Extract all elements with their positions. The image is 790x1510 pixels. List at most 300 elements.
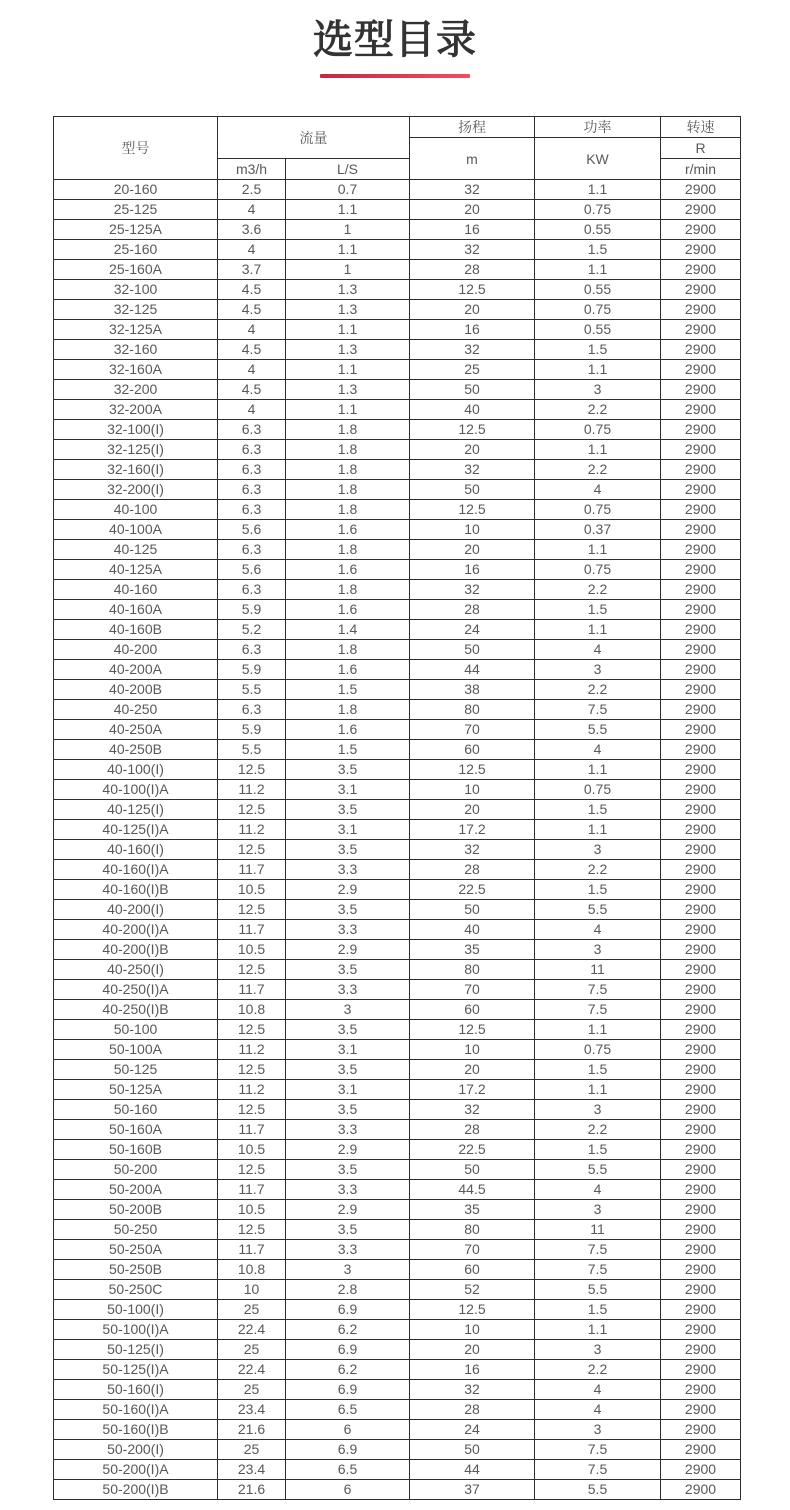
cell-flow-m3h: 10.8 — [218, 1000, 286, 1020]
cell-flow-ls: 1.6 — [286, 520, 410, 540]
cell-head-m: 22.5 — [410, 880, 535, 900]
cell-model: 40-100(I)A — [54, 780, 218, 800]
table-row — [54, 520, 741, 540]
cell-head-m: 35 — [410, 1200, 535, 1220]
cell-head-m: 12.5 — [410, 500, 535, 520]
table-row — [54, 760, 741, 780]
cell-power-kw: 11 — [535, 1220, 661, 1240]
title-underline — [320, 74, 470, 78]
cell-power-kw: 1.5 — [535, 1060, 661, 1080]
cell-power-kw: 1.5 — [535, 1140, 661, 1160]
cell-model: 50-200(I)B — [54, 1480, 218, 1500]
cell-flow-m3h: 21.6 — [218, 1480, 286, 1500]
cell-power-kw: 0.75 — [535, 560, 661, 580]
cell-flow-m3h: 6.3 — [218, 500, 286, 520]
cell-power-kw: 3 — [535, 380, 661, 400]
cell-speed-rpm: 2900 — [661, 640, 741, 660]
cell-flow-ls: 6 — [286, 1420, 410, 1440]
cell-power-kw: 3 — [535, 1340, 661, 1360]
cell-flow-ls: 6.9 — [286, 1340, 410, 1360]
cell-flow-ls: 1.1 — [286, 240, 410, 260]
cell-power-kw: 7.5 — [535, 1460, 661, 1480]
cell-model: 50-250A — [54, 1240, 218, 1260]
cell-speed-rpm: 2900 — [661, 220, 741, 240]
cell-model: 40-160(I) — [54, 840, 218, 860]
cell-flow-m3h: 5.6 — [218, 560, 286, 580]
cell-speed-rpm: 2900 — [661, 1260, 741, 1280]
cell-flow-ls: 3.3 — [286, 1180, 410, 1200]
cell-flow-m3h: 25 — [218, 1340, 286, 1360]
table-row — [54, 380, 741, 400]
table-row — [54, 660, 741, 680]
cell-flow-m3h: 10 — [218, 1280, 286, 1300]
cell-flow-ls: 1.6 — [286, 720, 410, 740]
cell-power-kw: 4 — [535, 1380, 661, 1400]
cell-flow-ls: 3.5 — [286, 1020, 410, 1040]
cell-head-m: 37 — [410, 1480, 535, 1500]
cell-speed-rpm: 2900 — [661, 1120, 741, 1140]
cell-power-kw: 0.55 — [535, 280, 661, 300]
cell-model: 50-200B — [54, 1200, 218, 1220]
cell-head-m: 20 — [410, 200, 535, 220]
cell-flow-m3h: 12.5 — [218, 1220, 286, 1240]
table-row — [54, 480, 741, 500]
cell-power-kw: 1.1 — [535, 180, 661, 200]
cell-head-m: 10 — [410, 1040, 535, 1060]
cell-flow-ls: 3.3 — [286, 1120, 410, 1140]
table-row — [54, 1360, 741, 1380]
header-flow-ls: L/S — [286, 159, 410, 180]
cell-speed-rpm: 2900 — [661, 960, 741, 980]
cell-flow-m3h: 2.5 — [218, 180, 286, 200]
cell-power-kw: 11 — [535, 960, 661, 980]
cell-speed-rpm: 2900 — [661, 1020, 741, 1040]
cell-flow-ls: 1.1 — [286, 360, 410, 380]
cell-model: 40-160(I)B — [54, 880, 218, 900]
cell-flow-ls: 6 — [286, 1480, 410, 1500]
cell-flow-ls: 1.8 — [286, 420, 410, 440]
cell-speed-rpm: 2900 — [661, 1360, 741, 1380]
cell-speed-rpm: 2900 — [661, 1320, 741, 1340]
cell-flow-m3h: 11.2 — [218, 820, 286, 840]
cell-speed-rpm: 2900 — [661, 1440, 741, 1460]
cell-flow-m3h: 6.3 — [218, 460, 286, 480]
cell-flow-ls: 6.2 — [286, 1360, 410, 1380]
catalog-page — [0, 16, 790, 1500]
cell-head-m: 70 — [410, 980, 535, 1000]
table-row — [54, 240, 741, 260]
table-row — [54, 560, 741, 580]
cell-speed-rpm: 2900 — [661, 880, 741, 900]
cell-flow-ls: 6.2 — [286, 1320, 410, 1340]
cell-model: 50-125 — [54, 1060, 218, 1080]
cell-model: 50-200 — [54, 1160, 218, 1180]
header-speed-r: R — [661, 138, 741, 159]
cell-power-kw: 4 — [535, 1180, 661, 1200]
table-row — [54, 180, 741, 200]
cell-flow-m3h: 12.5 — [218, 760, 286, 780]
cell-model: 40-125A — [54, 560, 218, 580]
cell-model: 40-250(I)B — [54, 1000, 218, 1020]
cell-head-m: 38 — [410, 680, 535, 700]
cell-power-kw: 2.2 — [535, 860, 661, 880]
cell-model: 40-160B — [54, 620, 218, 640]
cell-model: 32-125A — [54, 320, 218, 340]
cell-speed-rpm: 2900 — [661, 1460, 741, 1480]
table-row — [54, 360, 741, 380]
cell-speed-rpm: 2900 — [661, 1240, 741, 1260]
cell-power-kw: 2.2 — [535, 400, 661, 420]
cell-speed-rpm: 2900 — [661, 500, 741, 520]
cell-flow-ls: 1 — [286, 260, 410, 280]
table-row — [54, 500, 741, 520]
cell-flow-m3h: 12.5 — [218, 960, 286, 980]
table-row — [54, 1120, 741, 1140]
cell-flow-m3h: 4.5 — [218, 300, 286, 320]
cell-flow-m3h: 3.7 — [218, 260, 286, 280]
cell-head-m: 16 — [410, 560, 535, 580]
table-row — [54, 1020, 741, 1040]
table-row — [54, 220, 741, 240]
cell-head-m: 32 — [410, 580, 535, 600]
cell-flow-ls: 1 — [286, 220, 410, 240]
cell-speed-rpm: 2900 — [661, 620, 741, 640]
cell-speed-rpm: 2900 — [661, 980, 741, 1000]
cell-power-kw: 1.1 — [535, 540, 661, 560]
table-row — [54, 1320, 741, 1340]
header-speed-unit: r/min — [661, 159, 741, 180]
cell-flow-ls: 3.5 — [286, 960, 410, 980]
cell-power-kw: 1.1 — [535, 440, 661, 460]
cell-model: 50-100(I)A — [54, 1320, 218, 1340]
cell-flow-ls: 1.8 — [286, 460, 410, 480]
cell-flow-m3h: 5.5 — [218, 740, 286, 760]
cell-power-kw: 5.5 — [535, 720, 661, 740]
cell-power-kw: 7.5 — [535, 1000, 661, 1020]
cell-model: 50-160(I)B — [54, 1420, 218, 1440]
cell-speed-rpm: 2900 — [661, 1180, 741, 1200]
table-row — [54, 580, 741, 600]
table-row — [54, 1100, 741, 1120]
cell-speed-rpm: 2900 — [661, 460, 741, 480]
cell-speed-rpm: 2900 — [661, 420, 741, 440]
cell-model: 40-125 — [54, 540, 218, 560]
cell-flow-m3h: 12.5 — [218, 1160, 286, 1180]
cell-model: 40-200 — [54, 640, 218, 660]
table-row — [54, 980, 741, 1000]
cell-head-m: 32 — [410, 240, 535, 260]
cell-head-m: 20 — [410, 440, 535, 460]
cell-model: 40-160 — [54, 580, 218, 600]
cell-speed-rpm: 2900 — [661, 820, 741, 840]
cell-flow-m3h: 4 — [218, 400, 286, 420]
cell-head-m: 70 — [410, 720, 535, 740]
table-row — [54, 1040, 741, 1060]
table-row — [54, 540, 741, 560]
cell-flow-m3h: 10.5 — [218, 940, 286, 960]
cell-power-kw: 3 — [535, 660, 661, 680]
cell-power-kw: 0.75 — [535, 1040, 661, 1060]
table-row — [54, 1300, 741, 1320]
header-head: 扬程 — [410, 117, 535, 138]
cell-power-kw: 1.1 — [535, 360, 661, 380]
cell-power-kw: 3 — [535, 840, 661, 860]
cell-model: 40-200A — [54, 660, 218, 680]
cell-flow-ls: 3 — [286, 1000, 410, 1020]
cell-speed-rpm: 2900 — [661, 180, 741, 200]
cell-power-kw: 2.2 — [535, 580, 661, 600]
cell-head-m: 10 — [410, 1320, 535, 1340]
cell-head-m: 80 — [410, 960, 535, 980]
cell-model: 50-250 — [54, 1220, 218, 1240]
cell-head-m: 44 — [410, 1460, 535, 1480]
cell-flow-m3h: 6.3 — [218, 580, 286, 600]
table-row — [54, 1080, 741, 1100]
cell-model: 50-100 — [54, 1020, 218, 1040]
cell-power-kw: 1.1 — [535, 1020, 661, 1040]
cell-head-m: 16 — [410, 320, 535, 340]
cell-flow-ls: 1.3 — [286, 340, 410, 360]
cell-head-m: 20 — [410, 540, 535, 560]
cell-flow-m3h: 6.3 — [218, 540, 286, 560]
cell-flow-ls: 3.1 — [286, 1040, 410, 1060]
cell-flow-m3h: 6.3 — [218, 480, 286, 500]
cell-speed-rpm: 2900 — [661, 940, 741, 960]
cell-head-m: 50 — [410, 1440, 535, 1460]
cell-speed-rpm: 2900 — [661, 360, 741, 380]
cell-speed-rpm: 2900 — [661, 1140, 741, 1160]
header-row-1 — [54, 117, 741, 138]
cell-head-m: 50 — [410, 380, 535, 400]
cell-flow-ls: 1.3 — [286, 280, 410, 300]
cell-head-m: 10 — [410, 520, 535, 540]
cell-power-kw: 1.1 — [535, 1080, 661, 1100]
cell-model: 50-200A — [54, 1180, 218, 1200]
cell-model: 50-125(I) — [54, 1340, 218, 1360]
cell-head-m: 35 — [410, 940, 535, 960]
cell-flow-ls: 2.8 — [286, 1280, 410, 1300]
cell-flow-ls: 3.5 — [286, 1060, 410, 1080]
table-row — [54, 1240, 741, 1260]
cell-head-m: 20 — [410, 300, 535, 320]
table-row — [54, 400, 741, 420]
cell-model: 40-200(I)B — [54, 940, 218, 960]
table-row — [54, 620, 741, 640]
table-row — [54, 940, 741, 960]
cell-power-kw: 0.75 — [535, 200, 661, 220]
cell-flow-ls: 1.5 — [286, 740, 410, 760]
cell-power-kw: 0.75 — [535, 500, 661, 520]
table-row — [54, 1460, 741, 1480]
cell-flow-m3h: 10.8 — [218, 1260, 286, 1280]
table-row — [54, 420, 741, 440]
cell-speed-rpm: 2900 — [661, 1200, 741, 1220]
cell-flow-ls: 1.3 — [286, 300, 410, 320]
table-header — [54, 117, 741, 180]
cell-flow-ls: 1.8 — [286, 580, 410, 600]
cell-flow-m3h: 5.5 — [218, 680, 286, 700]
cell-flow-m3h: 10.5 — [218, 1200, 286, 1220]
cell-head-m: 44.5 — [410, 1180, 535, 1200]
cell-flow-ls: 1.6 — [286, 560, 410, 580]
cell-speed-rpm: 2900 — [661, 920, 741, 940]
table-row — [54, 840, 741, 860]
cell-flow-m3h: 25 — [218, 1440, 286, 1460]
cell-flow-m3h: 5.2 — [218, 620, 286, 640]
table-row — [54, 280, 741, 300]
cell-power-kw: 1.5 — [535, 1300, 661, 1320]
cell-speed-rpm: 2900 — [661, 340, 741, 360]
cell-model: 50-125A — [54, 1080, 218, 1100]
cell-model: 50-200(I) — [54, 1440, 218, 1460]
cell-head-m: 60 — [410, 1000, 535, 1020]
cell-head-m: 28 — [410, 600, 535, 620]
table-row — [54, 1140, 741, 1160]
cell-model: 32-200 — [54, 380, 218, 400]
cell-flow-m3h: 25 — [218, 1300, 286, 1320]
cell-head-m: 60 — [410, 1260, 535, 1280]
cell-flow-ls: 1.6 — [286, 660, 410, 680]
cell-speed-rpm: 2900 — [661, 1340, 741, 1360]
table-row — [54, 1180, 741, 1200]
cell-head-m: 25 — [410, 360, 535, 380]
cell-power-kw: 7.5 — [535, 1240, 661, 1260]
cell-flow-m3h: 6.3 — [218, 420, 286, 440]
cell-power-kw: 3 — [535, 1420, 661, 1440]
cell-power-kw: 5.5 — [535, 900, 661, 920]
cell-power-kw: 7.5 — [535, 1260, 661, 1280]
cell-model: 25-160A — [54, 260, 218, 280]
cell-power-kw: 2.2 — [535, 460, 661, 480]
cell-flow-m3h: 11.2 — [218, 1080, 286, 1100]
cell-model: 32-160A — [54, 360, 218, 380]
cell-flow-ls: 1.8 — [286, 440, 410, 460]
cell-flow-m3h: 11.7 — [218, 860, 286, 880]
cell-model: 32-100(I) — [54, 420, 218, 440]
selection-table — [53, 116, 741, 1500]
cell-power-kw: 7.5 — [535, 980, 661, 1000]
cell-power-kw: 1.1 — [535, 620, 661, 640]
cell-speed-rpm: 2900 — [661, 780, 741, 800]
cell-model: 40-200(I)A — [54, 920, 218, 940]
cell-flow-m3h: 5.9 — [218, 600, 286, 620]
cell-flow-ls: 1.5 — [286, 680, 410, 700]
cell-head-m: 50 — [410, 1160, 535, 1180]
cell-power-kw: 3 — [535, 940, 661, 960]
table-row — [54, 780, 741, 800]
cell-flow-m3h: 5.9 — [218, 660, 286, 680]
cell-model: 50-160(I) — [54, 1380, 218, 1400]
cell-power-kw: 7.5 — [535, 700, 661, 720]
cell-speed-rpm: 2900 — [661, 840, 741, 860]
cell-speed-rpm: 2900 — [661, 240, 741, 260]
cell-flow-ls: 3.5 — [286, 1220, 410, 1240]
cell-flow-m3h: 4.5 — [218, 340, 286, 360]
cell-power-kw: 1.1 — [535, 760, 661, 780]
cell-speed-rpm: 2900 — [661, 860, 741, 880]
cell-head-m: 16 — [410, 1360, 535, 1380]
cell-model: 50-160B — [54, 1140, 218, 1160]
table-row — [54, 860, 741, 880]
cell-power-kw: 0.37 — [535, 520, 661, 540]
cell-flow-ls: 6.5 — [286, 1460, 410, 1480]
cell-model: 32-160(I) — [54, 460, 218, 480]
table-row — [54, 1440, 741, 1460]
cell-flow-ls: 1.8 — [286, 640, 410, 660]
table-row — [54, 1260, 741, 1280]
cell-model: 32-125(I) — [54, 440, 218, 460]
cell-speed-rpm: 2900 — [661, 1380, 741, 1400]
cell-power-kw: 1.1 — [535, 1320, 661, 1340]
cell-model: 32-200(I) — [54, 480, 218, 500]
cell-flow-m3h: 4 — [218, 200, 286, 220]
cell-flow-m3h: 23.4 — [218, 1400, 286, 1420]
table-row — [54, 740, 741, 760]
cell-flow-ls: 3.1 — [286, 780, 410, 800]
cell-power-kw: 4 — [535, 640, 661, 660]
cell-flow-m3h: 5.6 — [218, 520, 286, 540]
cell-speed-rpm: 2900 — [661, 900, 741, 920]
table-row — [54, 1160, 741, 1180]
cell-head-m: 32 — [410, 180, 535, 200]
cell-speed-rpm: 2900 — [661, 800, 741, 820]
cell-model: 20-160 — [54, 180, 218, 200]
cell-head-m: 50 — [410, 480, 535, 500]
cell-speed-rpm: 2900 — [661, 1220, 741, 1240]
cell-speed-rpm: 2900 — [661, 440, 741, 460]
cell-head-m: 80 — [410, 1220, 535, 1240]
table-row — [54, 600, 741, 620]
table-row — [54, 200, 741, 220]
cell-flow-m3h: 11.7 — [218, 1180, 286, 1200]
cell-head-m: 40 — [410, 920, 535, 940]
cell-flow-ls: 2.9 — [286, 940, 410, 960]
table-row — [54, 640, 741, 660]
cell-speed-rpm: 2900 — [661, 1480, 741, 1500]
cell-head-m: 10 — [410, 780, 535, 800]
cell-flow-m3h: 6.3 — [218, 700, 286, 720]
cell-model: 40-100(I) — [54, 760, 218, 780]
cell-speed-rpm: 2900 — [661, 320, 741, 340]
header-flow: 流量 — [218, 117, 410, 159]
cell-flow-ls: 3.5 — [286, 800, 410, 820]
cell-flow-ls: 1.8 — [286, 700, 410, 720]
cell-flow-ls: 1.8 — [286, 480, 410, 500]
table-row — [54, 1000, 741, 1020]
cell-flow-m3h: 5.9 — [218, 720, 286, 740]
cell-model: 25-125A — [54, 220, 218, 240]
cell-flow-ls: 3.5 — [286, 840, 410, 860]
cell-power-kw: 0.55 — [535, 220, 661, 240]
cell-flow-ls: 3.3 — [286, 860, 410, 880]
cell-flow-m3h: 11.2 — [218, 1040, 286, 1060]
cell-speed-rpm: 2900 — [661, 580, 741, 600]
cell-power-kw: 1.5 — [535, 240, 661, 260]
cell-speed-rpm: 2900 — [661, 1000, 741, 1020]
cell-model: 40-250A — [54, 720, 218, 740]
cell-speed-rpm: 2900 — [661, 1040, 741, 1060]
page-title: 选型目录 — [313, 18, 477, 62]
cell-speed-rpm: 2900 — [661, 1160, 741, 1180]
cell-flow-m3h: 23.4 — [218, 1460, 286, 1480]
header-flow-m3h: m3/h — [218, 159, 286, 180]
table-row — [54, 1400, 741, 1420]
cell-speed-rpm: 2900 — [661, 600, 741, 620]
cell-speed-rpm: 2900 — [661, 540, 741, 560]
cell-head-m: 32 — [410, 1100, 535, 1120]
table-row — [54, 340, 741, 360]
cell-speed-rpm: 2900 — [661, 1060, 741, 1080]
